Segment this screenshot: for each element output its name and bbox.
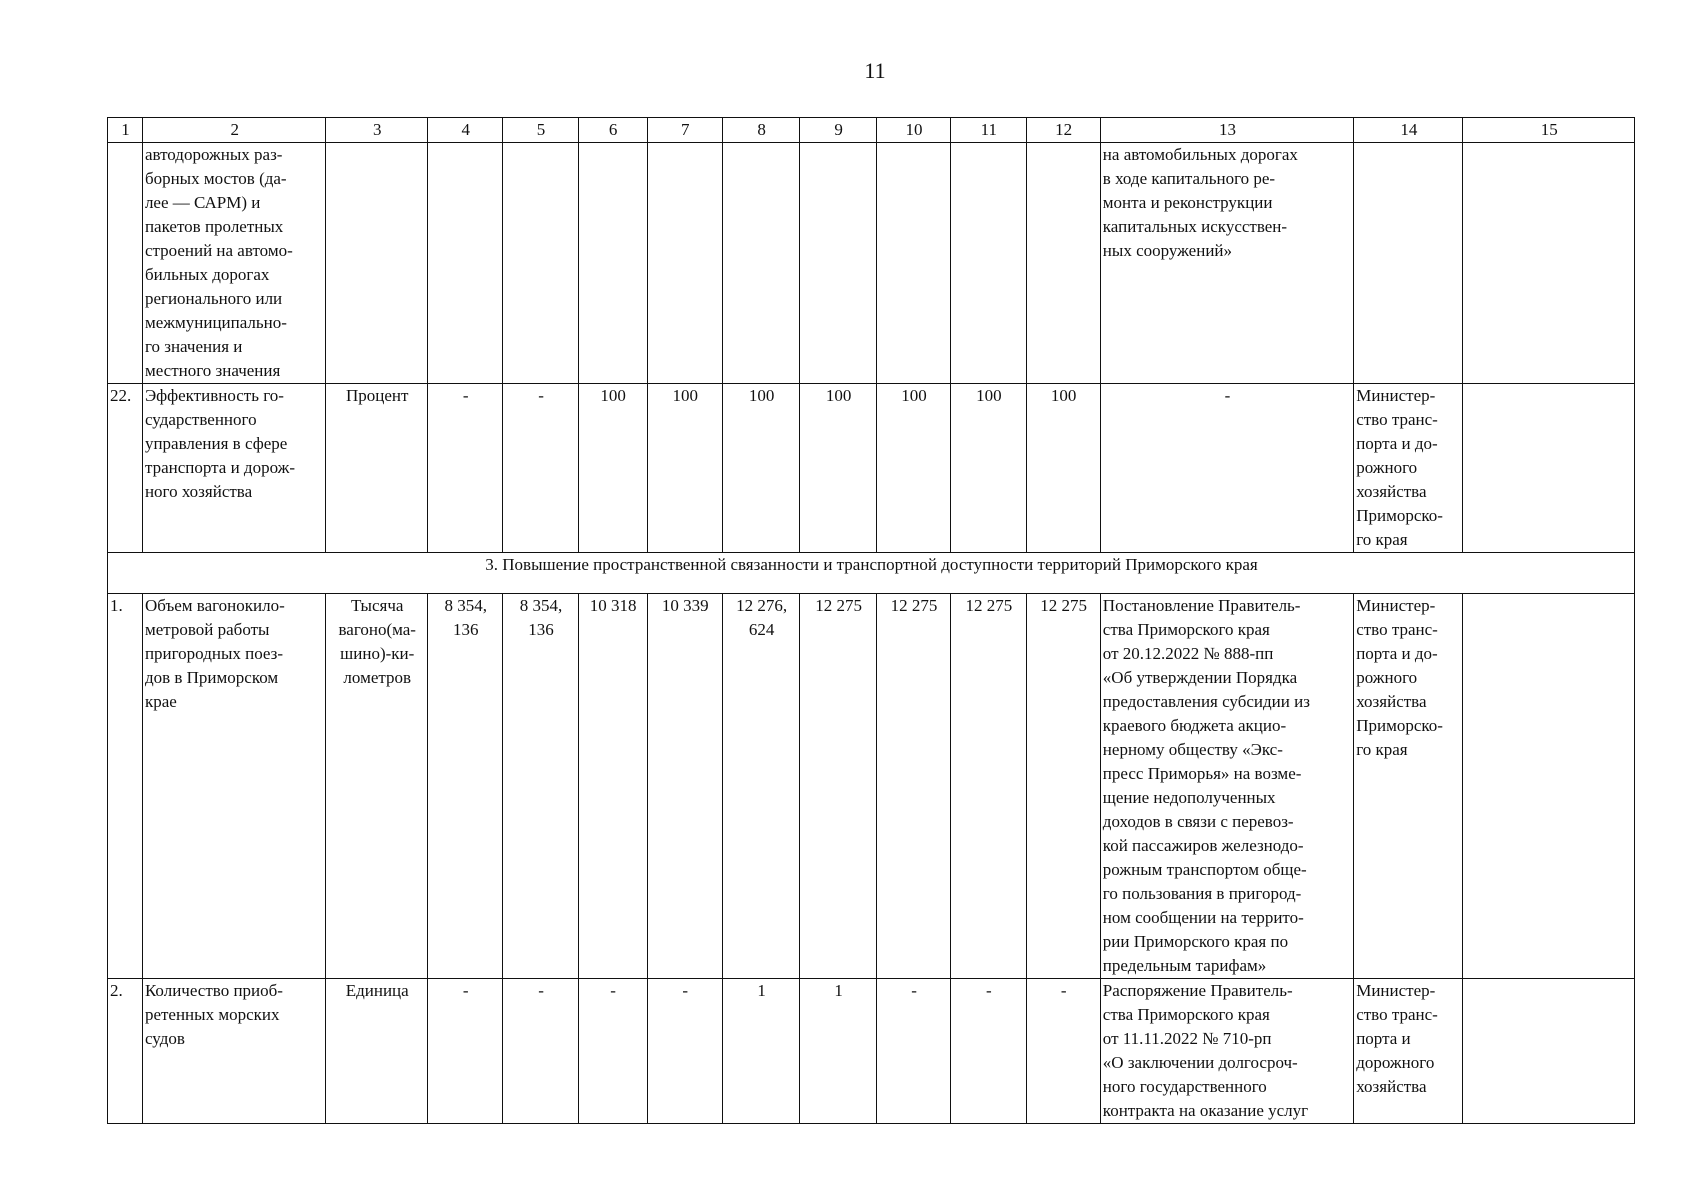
value-cell: 12 275 — [951, 594, 1026, 979]
value-cell — [951, 143, 1026, 384]
value-cell — [1026, 143, 1100, 384]
value-cell: - — [428, 384, 503, 553]
legal-document: - — [1100, 384, 1353, 553]
row-number: 2. — [108, 979, 143, 1124]
page-number: 11 — [864, 58, 886, 83]
legal-document: Распоряжение Правитель- ства Приморского края от 11.11.2022 № 710-рп «О заключении долгосроч- ного государственного контракта на оказание услуг — [1100, 979, 1353, 1124]
value-cell — [503, 143, 578, 384]
unit: Единица — [326, 979, 428, 1124]
header-cell: 6 — [578, 118, 647, 143]
value-cell: - — [428, 979, 503, 1124]
indicator-name: Количество приоб- ретенных морских судов — [142, 979, 326, 1124]
value-cell: 100 — [722, 384, 800, 553]
header-cell: 8 — [722, 118, 800, 143]
value-cell: - — [503, 979, 578, 1124]
header-cell: 3 — [326, 118, 428, 143]
note — [1463, 979, 1635, 1124]
value-cell — [876, 143, 950, 384]
value-cell: - — [951, 979, 1026, 1124]
header-cell: 10 — [876, 118, 950, 143]
value-cell: - — [503, 384, 578, 553]
note — [1463, 384, 1635, 553]
note — [1463, 143, 1635, 384]
header-row — [108, 118, 1635, 143]
value-cell: 100 — [800, 384, 876, 553]
header-cell: 2 — [142, 118, 326, 143]
value-cell: 12 276, 624 — [722, 594, 800, 979]
value-cell: 100 — [951, 384, 1026, 553]
header-cell: 5 — [503, 118, 578, 143]
responsible: Министер- ство транс- порта и до- рожного хозяйства Приморско- го края — [1354, 384, 1463, 553]
value-cell — [800, 143, 876, 384]
value-cell — [428, 143, 503, 384]
value-cell: 12 275 — [1026, 594, 1100, 979]
value-cell: 8 354, 136 — [428, 594, 503, 979]
header-cell: 12 — [1026, 118, 1100, 143]
value-cell: 12 275 — [800, 594, 876, 979]
section-row — [108, 553, 1635, 594]
responsible: Министер- ство транс- порта и дорожного хозяйства — [1354, 979, 1463, 1124]
legal-document: на автомобильных дорогах в ходе капитального ре- монта и реконструкции капитальных искусствен- ных сооружений» — [1100, 143, 1353, 384]
section-title: 3. Повышение пространственной связанности и транспортной доступности территорий Приморского края — [108, 553, 1635, 594]
row-number: 22. — [108, 384, 143, 553]
table-row — [108, 594, 1635, 979]
value-cell: 100 — [876, 384, 950, 553]
header-cell: 14 — [1354, 118, 1463, 143]
value-cell: 100 — [647, 384, 722, 553]
value-cell: - — [578, 979, 647, 1124]
header-cell: 9 — [800, 118, 876, 143]
indicator-name: Эффективность го- сударственного управления в сфере транспорта и дорож- ного хозяйства — [142, 384, 326, 553]
legal-document: Постановление Правитель- ства Приморского края от 20.12.2022 № 888-пп «Об утверждении Порядка предоставления субсидии из краевого бюджета акцио- нерному обществу «Экс- пресс Приморья» на возме- щение недополученных доходов в связи с перевоз- кой пассажиров железнодо- рожным транспортом обще- го пользования в пригород- ном сообщении на террито- рии Приморского края по предельным тарифам» — [1100, 594, 1353, 979]
value-cell: - — [647, 979, 722, 1124]
row-number — [108, 143, 143, 384]
value-cell: 10 339 — [647, 594, 722, 979]
value-cell: 1 — [800, 979, 876, 1124]
header-cell: 4 — [428, 118, 503, 143]
table-row — [108, 384, 1635, 553]
responsible: Министер- ство транс- порта и до- рожного хозяйства Приморско- го края — [1354, 594, 1463, 979]
value-cell: 1 — [722, 979, 800, 1124]
header-cell: 11 — [951, 118, 1026, 143]
value-cell — [647, 143, 722, 384]
table-row — [108, 979, 1635, 1124]
indicator-name: Объем вагонокило- метровой работы пригородных поез- дов в Приморском крае — [142, 594, 326, 979]
unit: Тысяча вагоно(ма- шино)-ки- лометров — [326, 594, 428, 979]
value-cell: 10 318 — [578, 594, 647, 979]
value-cell: - — [876, 979, 950, 1124]
value-cell: 100 — [578, 384, 647, 553]
table-row — [108, 143, 1635, 384]
value-cell: - — [1026, 979, 1100, 1124]
unit: Процент — [326, 384, 428, 553]
value-cell — [578, 143, 647, 384]
value-cell: 8 354, 136 — [503, 594, 578, 979]
header-cell: 1 — [108, 118, 143, 143]
unit — [326, 143, 428, 384]
note — [1463, 594, 1635, 979]
row-number: 1. — [108, 594, 143, 979]
indicator-name: автодорожных раз- борных мостов (да- лее — САРМ) и пакетов пролетных строений на автомо- бильных дорогах регионального или межмуниципально- го значения и местного значения — [142, 143, 326, 384]
header-cell: 15 — [1463, 118, 1635, 143]
value-cell: 100 — [1026, 384, 1100, 553]
header-cell: 13 — [1100, 118, 1353, 143]
value-cell — [722, 143, 800, 384]
indicators-table — [107, 117, 1635, 1124]
header-cell: 7 — [647, 118, 722, 143]
value-cell: 12 275 — [876, 594, 950, 979]
responsible — [1354, 143, 1463, 384]
